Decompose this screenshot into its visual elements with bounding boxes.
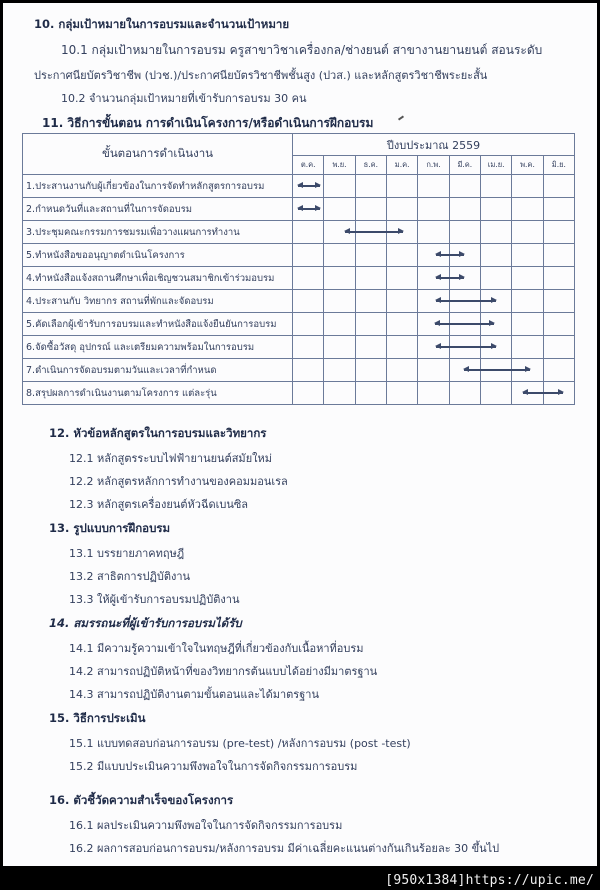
section-10-heading: 10. กลุ่มเป้าหมายในการอบรมและจำนวนเป้าหมาย (34, 17, 290, 31)
month-header: ต.ค. (293, 156, 324, 175)
section-16-item-2: 16.2 ผลการสอบก่อนการอบรม/หลังการอบรม มีค่าเฉลี่ยคะแนนต่างกันเกินร้อยละ 30 ขึ้นไป (69, 842, 500, 855)
table-row (23, 290, 575, 313)
section-13-item-2: 13.2 สาธิตการปฏิบัติงาน (69, 570, 191, 583)
timeline-cell (449, 382, 480, 405)
table-row (23, 359, 575, 382)
timeline-cell (543, 313, 574, 336)
section-14-item-1: 14.1 มีความรู้ความเข้าใจในทฤษฎีที่เกี่ยวข้องกับเนื้อหาที่อบรม (69, 642, 364, 655)
step-label: 5.ทำหนังสือขออนุญาตดำเนินโครงการ (23, 244, 293, 267)
timeline-cell (512, 313, 543, 336)
section-15-heading: 15. วิธีการประเมิน (49, 711, 146, 725)
double-arrow-icon (436, 277, 464, 279)
table-row (23, 313, 575, 336)
timeline-cell (324, 198, 355, 221)
timeline-cell (324, 359, 355, 382)
timeline-cell (293, 336, 324, 359)
timeline-cell (418, 198, 449, 221)
timeline-cell (543, 267, 574, 290)
timeline-cell (355, 290, 386, 313)
timeline-cell (449, 221, 480, 244)
month-header: พ.ย. (324, 156, 355, 175)
timeline-cell (480, 198, 511, 221)
timeline-cell (293, 198, 324, 221)
timeline-cell (386, 244, 417, 267)
double-arrow-icon (436, 300, 496, 302)
timeline-cell (418, 175, 449, 198)
timeline-cell (512, 336, 543, 359)
timeline-cell (355, 175, 386, 198)
double-arrow-icon (435, 323, 495, 325)
section-13-heading: 13. รูปแบบการฝึกอบรม (49, 521, 171, 535)
section-13-item-1: 13.1 บรรยายภาคทฤษฎี (69, 547, 185, 560)
timeline-cell (386, 175, 417, 198)
timeline-cell (512, 290, 543, 313)
watermark-text: [950x1384]https://upic.me/ (385, 873, 594, 888)
month-header: เม.ย. (480, 156, 511, 175)
section-10-item-1-line-1: 10.1 กลุ่มเป้าหมายในการอบรม ครูสาขาวิชาเครื่องกล/ช่างยนต์ สาขางานยานยนต์ สอนระดับ (61, 43, 543, 57)
section-14-item-2: 14.2 สามารถปฏิบัติหน้าที่ของวิทยากรต้นแบบได้อย่างมีมาตรฐาน (69, 665, 378, 678)
timeline-cell (324, 244, 355, 267)
timeline-cell (543, 359, 574, 382)
timeline-cell (449, 175, 480, 198)
table-row (23, 221, 575, 244)
section-15-item-2: 15.2 มีแบบประเมินความพึงพอใจในการจัดกิจกรรมการอบรม (69, 760, 358, 773)
timeline-cell (449, 198, 480, 221)
section-15-item-1: 15.1 แบบทดสอบก่อนการอบรม (pre-test) /หลังการอบรม (post -test) (69, 737, 411, 750)
timeline-cell (386, 359, 417, 382)
timeline-cell (293, 313, 324, 336)
timeline-cell (543, 221, 574, 244)
section-10-item-2: 10.2 จำนวนกลุ่มเป้าหมายที่เข้ารับการอบรม 30 คน (61, 92, 307, 105)
table-row (23, 267, 575, 290)
timeline-cell (480, 382, 511, 405)
timeline-cell (543, 336, 574, 359)
step-label: 6.จัดซื้อวัสดุ อุปกรณ์ และเตรียมความพร้อมในการอบรม (23, 336, 293, 359)
timeline-cell (324, 175, 355, 198)
timeline-cell (386, 198, 417, 221)
step-label: 4.ทำหนังสือแจ้งสถานศึกษาเพื่อเชิญชวนสมาชิกเข้าร่วมอบรม (23, 267, 293, 290)
month-header: ธ.ค. (355, 156, 386, 175)
gantt-schedule-table (22, 133, 575, 405)
step-label: 2.กำหนดวันที่และสถานที่ในการจัดอบรม (23, 198, 293, 221)
timeline-cell (480, 221, 511, 244)
timeline-cell (386, 382, 417, 405)
month-header: พ.ค. (512, 156, 543, 175)
table-row (23, 382, 575, 405)
timeline-cell (418, 359, 449, 382)
timeline-cell (480, 244, 511, 267)
timeline-cell (355, 267, 386, 290)
table-row (23, 244, 575, 267)
step-label: 4.ประสานกับ วิทยากร สถานที่พักและจัดอบรม (23, 290, 293, 313)
double-arrow-icon (298, 208, 320, 210)
timeline-cell (355, 359, 386, 382)
timeline-cell (355, 336, 386, 359)
double-arrow-icon (345, 231, 403, 233)
month-header: ม.ค. (386, 156, 417, 175)
step-column-header: ขั้นตอนการดำเนินงาน (23, 134, 293, 175)
timeline-cell (386, 267, 417, 290)
timeline-cell (355, 244, 386, 267)
section-13-item-3: 13.3 ให้ผู้เข้ารับการอบรมปฏิบัติงาน (69, 593, 240, 606)
timeline-cell (324, 290, 355, 313)
timeline-cell (543, 290, 574, 313)
month-header: มิ.ย. (543, 156, 574, 175)
timeline-cell (512, 221, 543, 244)
timeline-cell (293, 382, 324, 405)
timeline-cell (418, 382, 449, 405)
timeline-cell (355, 198, 386, 221)
timeline-cell (324, 267, 355, 290)
timeline-cell (355, 313, 386, 336)
section-14-heading: 14. สมรรถนะที่ผู้เข้ารับการอบรมได้รับ (49, 616, 242, 630)
section-16-heading: 16. ตัวชี้วัดความสำเร็จของโครงการ (49, 793, 234, 807)
month-header: ก.พ. (418, 156, 449, 175)
timeline-cell (324, 313, 355, 336)
timeline-cell (512, 244, 543, 267)
timeline-cell (293, 221, 324, 244)
timeline-cell (293, 359, 324, 382)
timeline-cell (480, 267, 511, 290)
timeline-cell (512, 198, 543, 221)
step-label: 7.ดำเนินการจัดอบรมตามวันและเวลาที่กำหนด (23, 359, 293, 382)
timeline-cell (543, 175, 574, 198)
double-arrow-icon (464, 369, 530, 371)
timeline-cell (355, 382, 386, 405)
month-header: มี.ค. (449, 156, 480, 175)
table-row (23, 175, 575, 198)
timeline-cell (543, 198, 574, 221)
section-12-item-3: 12.3 หลักสูตรเครื่องยนต์หัวฉีดเบนซิล (69, 498, 249, 511)
section-12-item-2: 12.2 หลักสูตรหลักการทำงานของคอมมอนเรล (69, 475, 288, 488)
timeline-cell (512, 175, 543, 198)
timeline-cell (386, 290, 417, 313)
section-16-item-1: 16.1 ผลประเมินความพึงพอใจในการจัดกิจกรรมการอบรม (69, 819, 343, 832)
timeline-cell (293, 244, 324, 267)
timeline-cell (418, 221, 449, 244)
timeline-cell (324, 382, 355, 405)
step-label: 3.ประชุมคณะกรรมการชมรมเพื่อวางแผนการทำงาน (23, 221, 293, 244)
section-11-heading: 11. วิธีการขั้นตอน การดำเนินโครงการ/หรือดำเนินการฝึกอบรม (42, 116, 374, 130)
double-arrow-icon (436, 254, 464, 256)
double-arrow-icon (298, 185, 320, 187)
timeline-cell (386, 313, 417, 336)
document-page (3, 3, 597, 866)
step-label: 8.สรุปผลการดำเนินงานตามโครงการ แต่ละรุ่น (23, 382, 293, 405)
fiscal-year-header: ปีงบประมาณ 2559 (293, 134, 575, 156)
step-label: 1.ประสานงานกับผู้เกี่ยวข้องในการจัดทำหลักสูตรการอบรม (23, 175, 293, 198)
section-10-item-1-line-2: ประกาศนียบัตรวิชาชีพ (ปวช.)/ประกาศนียบัตรวิชาชีพชั้นสูง (ปวส.) และหลักสูตรวิชาชีพระยะสั้น (34, 69, 488, 82)
timeline-cell (512, 267, 543, 290)
timeline-cell (324, 336, 355, 359)
timeline-cell (293, 290, 324, 313)
timeline-cell (543, 244, 574, 267)
timeline-cell (386, 336, 417, 359)
section-14-item-3: 14.3 สามารถปฏิบัติงานตามขั้นตอนและได้มาตรฐาน (69, 688, 319, 701)
double-arrow-icon (523, 392, 564, 394)
timeline-cell (293, 267, 324, 290)
step-label: 5.คัดเลือกผู้เข้ารับการอบรมและทำหนังสือแจ้งยืนยันการอบรม (23, 313, 293, 336)
stray-pen-mark (398, 115, 404, 120)
table-row (23, 198, 575, 221)
section-12-item-1: 12.1 หลักสูตรระบบไฟฟ้ายานยนต์สมัยใหม่ (69, 452, 273, 465)
timeline-cell (480, 175, 511, 198)
timeline-cell (293, 175, 324, 198)
section-12-heading: 12. หัวข้อหลักสูตรในการอบรมและวิทยากร (49, 426, 267, 440)
double-arrow-icon (436, 346, 496, 348)
table-row (23, 336, 575, 359)
